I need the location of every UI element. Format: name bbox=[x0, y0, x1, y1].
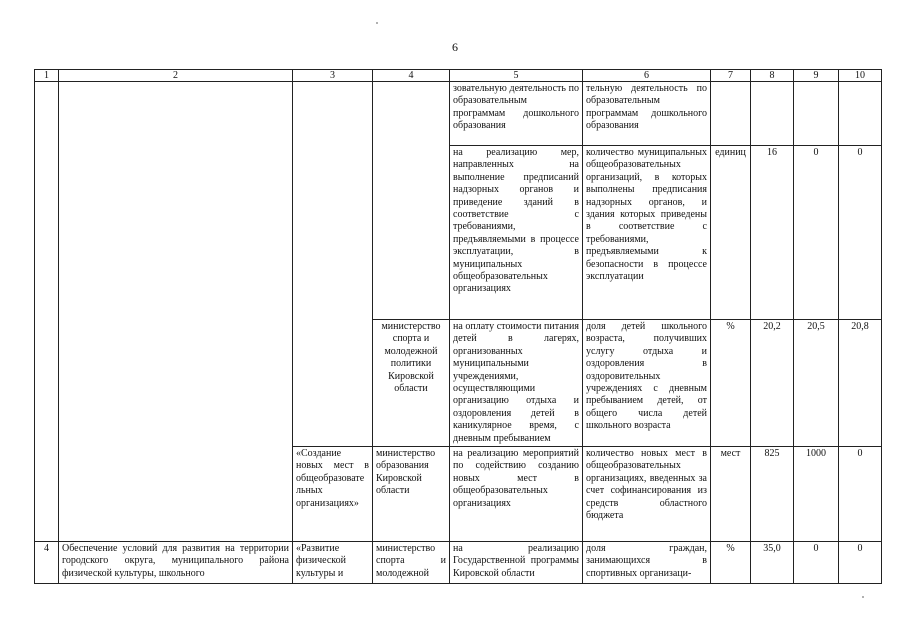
cell-ministry: министерство образования Кировской области bbox=[373, 447, 450, 542]
cell-program: «Создание новых мест в общеобразовательных организациях» bbox=[293, 447, 373, 542]
header-cell: 6 bbox=[583, 70, 711, 82]
cell-value-1: 825 bbox=[751, 447, 794, 542]
table-row bbox=[35, 82, 882, 146]
cell-value-2: 20,5 bbox=[794, 320, 839, 447]
page-number: 6 bbox=[452, 40, 458, 54]
cell-value-2: 0 bbox=[794, 542, 839, 584]
header-cell: 2 bbox=[59, 70, 293, 82]
scan-speck bbox=[376, 22, 378, 24]
cell-value-1 bbox=[751, 82, 794, 146]
cell-ministry: министерство спорта и молодежной bbox=[373, 542, 450, 584]
header-cell: 8 bbox=[751, 70, 794, 82]
cell-number: 4 bbox=[35, 542, 59, 584]
cell-direction: Обеспечение условий для развития на территории городского округа, муниципального района физической культуры, школьного bbox=[59, 542, 293, 584]
header-cell: 5 bbox=[450, 70, 583, 82]
cell-indicator: доля детей школьного возраста, получивших услугу отдыха и оздоровления в оздоровительных учреждениях с дневным пребыванием детей, от общего числа детей школьного возраста bbox=[583, 320, 711, 447]
cell-program bbox=[293, 82, 373, 447]
cell-direction bbox=[59, 82, 293, 542]
cell-number bbox=[35, 82, 59, 542]
cell-indicator: доля граждан, занимающихся в спортивных организаци- bbox=[583, 542, 711, 584]
cell-program: «Развитие физической культуры и bbox=[293, 542, 373, 584]
cell-purpose: на реализацию мер, направленных на выполнение предписаний надзорных органов и приведение зданий в соответствие с требованиями, предъявляемыми в процессе эксплуатации, в муниципальных общеобразовательных организациях bbox=[450, 146, 583, 320]
cell-indicator: количество муниципальных общеобразовательных организаций, в которых выполнены предписания надзорных органов, и здания которых приведены в соответствие с требованиями, предъявляемыми к безопасности в процессе эксплуатации bbox=[583, 146, 711, 320]
cell-value-3: 0 bbox=[839, 447, 882, 542]
cell-purpose: зовательную деятельность по образовательным программам дошкольного образования bbox=[450, 82, 583, 146]
header-cell: 3 bbox=[293, 70, 373, 82]
cell-value-2: 1000 bbox=[794, 447, 839, 542]
header-cell: 9 bbox=[794, 70, 839, 82]
cell-value-3: 20,8 bbox=[839, 320, 882, 447]
cell-purpose: на реализацию Государственной программы Кировской области bbox=[450, 542, 583, 584]
header-cell: 10 bbox=[839, 70, 882, 82]
cell-value-1: 16 bbox=[751, 146, 794, 320]
header-cell: 7 bbox=[711, 70, 751, 82]
header-cell: 4 bbox=[373, 70, 450, 82]
cell-indicator: количество новых мест в общеобразовательных организациях, введенных за счет софинансирования из средств областного бюджета bbox=[583, 447, 711, 542]
cell-value-2 bbox=[794, 82, 839, 146]
header-row bbox=[35, 70, 882, 82]
cell-ministry: министерство спорта и молодежной политики Кировской области bbox=[373, 320, 450, 447]
cell-value-1: 35,0 bbox=[751, 542, 794, 584]
cell-value-3: 0 bbox=[839, 146, 882, 320]
cell-unit bbox=[711, 82, 751, 146]
scan-speck bbox=[862, 596, 864, 598]
cell-purpose: на оплату стоимости питания детей в лагерях, организованных муниципальными учреждениями, осуществляющими организацию отдыха и оздоровления детей в каникулярное время, с дневным пребыванием bbox=[450, 320, 583, 447]
table-row bbox=[35, 542, 882, 584]
cell-unit: % bbox=[711, 320, 751, 447]
cell-unit: мест bbox=[711, 447, 751, 542]
cell-value-3 bbox=[839, 82, 882, 146]
cell-purpose: на реализацию мероприятий по содействию созданию новых мест в общеобразовательных организациях bbox=[450, 447, 583, 542]
header-cell: 1 bbox=[35, 70, 59, 82]
cell-value-2: 0 bbox=[794, 146, 839, 320]
cell-unit: % bbox=[711, 542, 751, 584]
program-table bbox=[34, 69, 882, 584]
cell-value-1: 20,2 bbox=[751, 320, 794, 447]
cell-indicator: тельную деятельность по образовательным программам дошкольного образования bbox=[583, 82, 711, 146]
cell-ministry bbox=[373, 82, 450, 320]
cell-value-3: 0 bbox=[839, 542, 882, 584]
cell-unit: единиц bbox=[711, 146, 751, 320]
